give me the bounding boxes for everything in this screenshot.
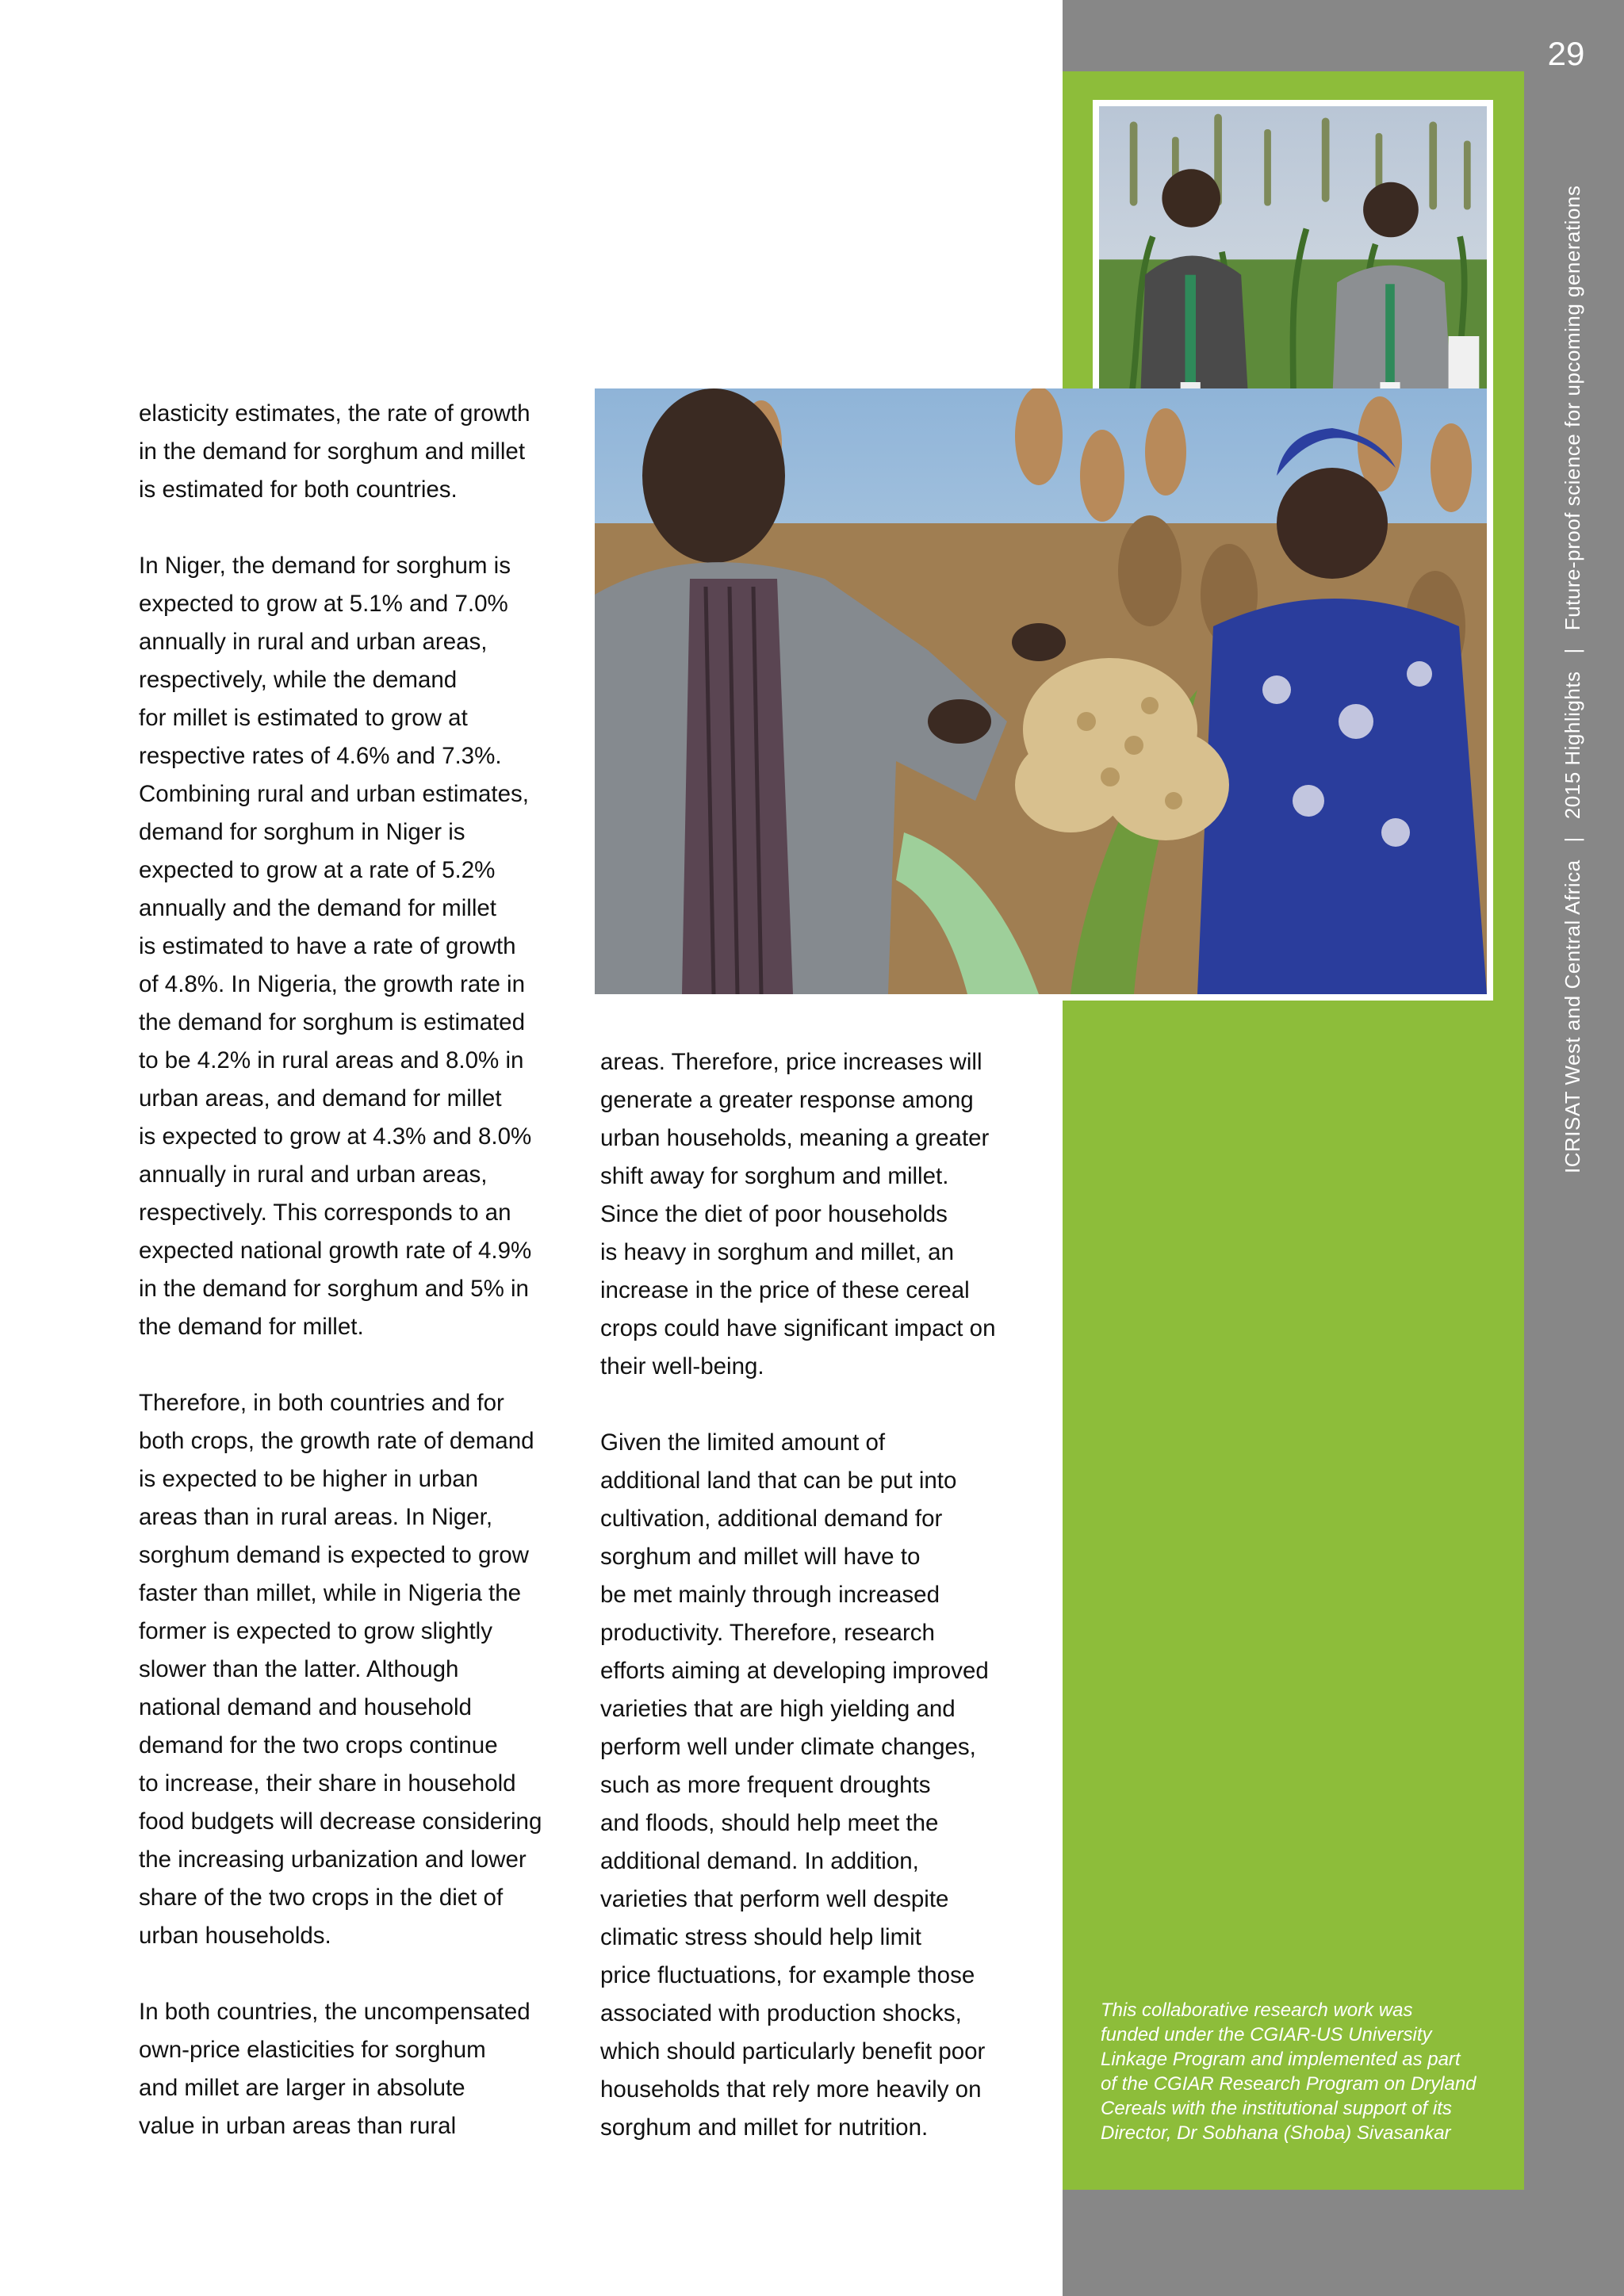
running-header xyxy=(1561,186,1585,1173)
left-paragraph: elasticity estimates, the rate of growth in the demand for sorghum and millet is estimated for both countries. xyxy=(139,400,530,503)
left-paragraph: In Niger, the demand for sorghum is expected to grow at 5.1% and 7.0% annually in rural and urban areas, respectively, while the demand for millet is estimated to grow at respective rates of 4.6% and 7.3%. Combining rural and urban estimates, demand for sorghum in Niger is expected to grow at a rate of 5.2% annually and the demand for millet is estimated to have a rate of growth of 4.8%. In Nigeria, the growth rate in the demand for sorghum is estimated to be 4.2% in rural areas and 8.0% in urban areas, and demand for millet is expected to grow at 4.3% and 8.0% annually in rural and urban areas, respectively. This corresponds to an expected national growth rate of 4.9% in the demand for sorghum and 5% in the demand for millet. xyxy=(139,553,532,1340)
left-text-column xyxy=(139,395,571,2145)
running-header-program: ICRISAT West and Central Africa xyxy=(1561,859,1584,1173)
right-paragraph: Given the limited amount of additional land that can be put into cultivation, additional demand for sorghum and millet will have to be met mainly through increased productivity. Therefore, research efforts aiming at developing improved varieties that are high yielding and perform well under climate changes, such as more frequent droughts and floods, should help meet the additional demand. In addition, varieties that perform well despite climatic stress should help limit price fluctuations, for example those associated with production shocks, which should particularly benefit poor households that rely more heavily on sorghum and millet for nutrition. xyxy=(600,1429,989,2141)
running-header-separator: | xyxy=(1561,648,1584,654)
page-number: 29 xyxy=(1547,35,1585,72)
running-header-tagline: Future-proof science for upcoming generations xyxy=(1561,185,1584,631)
left-paragraph: In both countries, the uncompensated own-price elasticities for sorghum and millet are larger in absolute value in urban areas than rural xyxy=(139,1999,530,2139)
right-text-column xyxy=(600,1043,1044,2147)
running-header-year: 2015 Highlights xyxy=(1561,671,1584,820)
right-paragraph: areas. Therefore, price increases will generate a greater response among urban households, meaning a greater shift away for sorghum and millet. Since the diet of poor households is heavy in sorghum and millet, an increase in the price of these cereal crops could have significant impact on their well-being. xyxy=(600,1049,996,1380)
funding-caption: This collaborative research work was funded under the CGIAR-US University Linkage Program and implemented as part of the CGIAR Research Program on Dryland Cereals with the institutional support of its Director, Dr Sobhana (Shoba) Sivasankar xyxy=(1101,1999,1477,2144)
photo-man-and-woman-holding-sorghum-head xyxy=(595,388,1493,1001)
left-paragraph: Therefore, in both countries and for both crops, the growth rate of demand is expected to be higher in urban areas than in rural areas. In Niger, sorghum demand is expected to grow faster than millet, while in Nigeria the former is expected to grow slightly slower than the latter. Although national demand and household demand for the two crops continue to increase, their share in household food budgets will decrease considering the increasing urbanization and lower share of the two crops in the diet of urban households. xyxy=(139,1390,542,1949)
photo-man-and-woman-holding-sorghum-head-icon xyxy=(595,388,1487,994)
running-header-separator: | xyxy=(1561,836,1584,843)
